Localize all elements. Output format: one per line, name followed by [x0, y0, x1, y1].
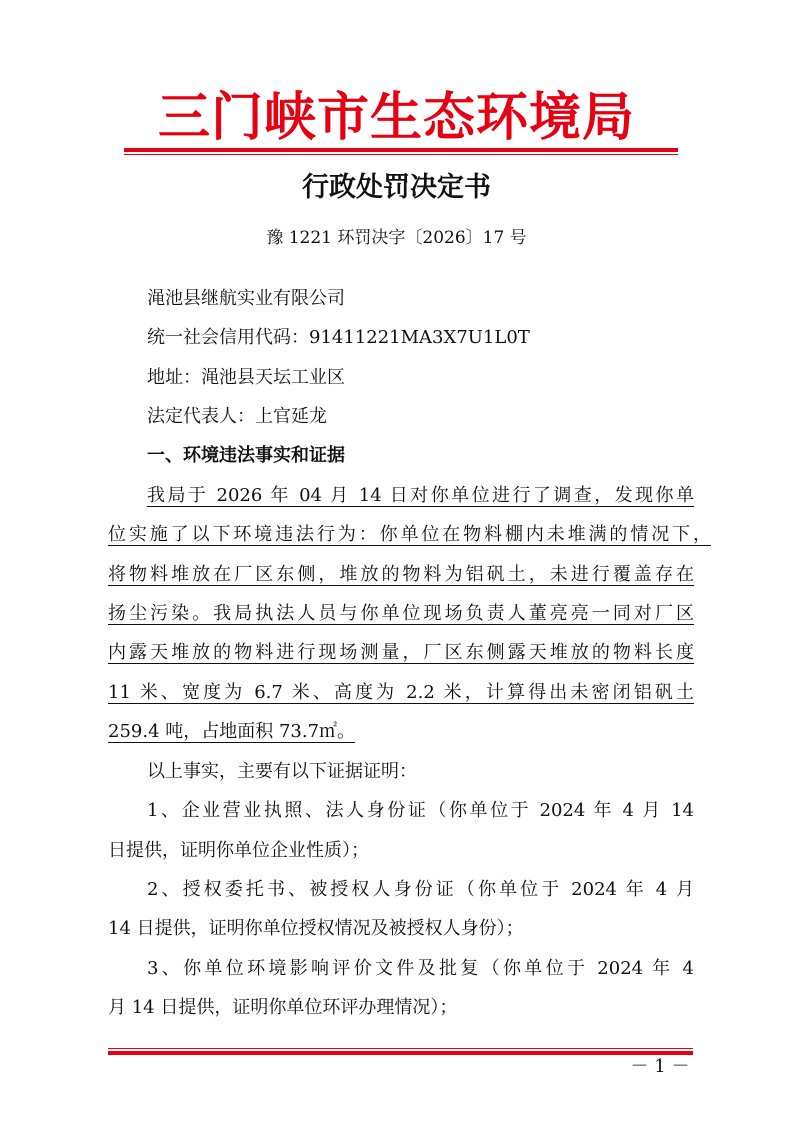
- evidence-item: 3、你单位环境影响评价文件及批复（你单位于 2024 年 4: [147, 958, 694, 979]
- red-rule-thick: [124, 148, 678, 152]
- party-company: 渑池县继航实业有限公司: [147, 288, 345, 309]
- evidence-item: 1、企业营业执照、法人身份证（你单位于 2024 年 4 月 14: [147, 800, 694, 821]
- evidence-item: 月 14 日提供，证明你单位环评办理情况）；: [108, 997, 458, 1018]
- section-heading: 一、环境违法事实和证据: [147, 445, 345, 466]
- document-number: 豫 1221 环罚决字〔2026〕17 号: [266, 228, 527, 248]
- evidence-intro: 以上事实，主要有以下证据证明：: [147, 761, 417, 782]
- party-address: 地址：渑池县天坛工业区: [147, 367, 345, 388]
- facts-line: 将物料堆放在厂区东侧，堆放的物料为铝矾土，未进行覆盖存在: [108, 564, 694, 585]
- evidence-item: 日提供，证明你单位企业性质）；: [108, 840, 369, 861]
- page-number: － 1 －: [630, 1056, 690, 1077]
- facts-line: 259.4 吨，占地面积 73.7㎡。: [108, 721, 356, 742]
- facts-line: 内露天堆放的物料进行现场测量，厂区东侧露天堆放的物料长度: [108, 642, 694, 663]
- footer-rule-thin: [108, 1048, 693, 1049]
- facts-line: 扬尘污染。我局执法人员与你单位现场负责人董亮亮一同对厂区: [108, 603, 694, 624]
- agency-name: 三门峡市生态环境局: [157, 87, 635, 148]
- evidence-item: 14 日提供，证明你单位授权情况及被授权人身份）；: [108, 918, 524, 939]
- footer-rule-thick: [108, 1051, 693, 1055]
- facts-line: 我局于 2026 年 04 月 14 日对你单位进行了调查，发现你单: [147, 485, 694, 506]
- red-rule-thin: [124, 154, 678, 155]
- facts-line: 位实施了以下环境违法行为：你单位在物料棚内未堆满的情况下，: [108, 524, 711, 545]
- evidence-item: 2、授权委托书、被授权人身份证（你单位于 2024 年 4 月: [147, 879, 694, 900]
- facts-line: 11 米、宽度为 6.7 米、高度为 2.2 米，计算得出未密闭铝矾土: [108, 682, 694, 703]
- document-title: 行政处罚决定书: [302, 172, 491, 203]
- party-legal-rep: 法定代表人：上官延龙: [147, 406, 327, 427]
- party-credit-code: 统一社会信用代码：91411221MA3X7U1L0T: [147, 327, 530, 348]
